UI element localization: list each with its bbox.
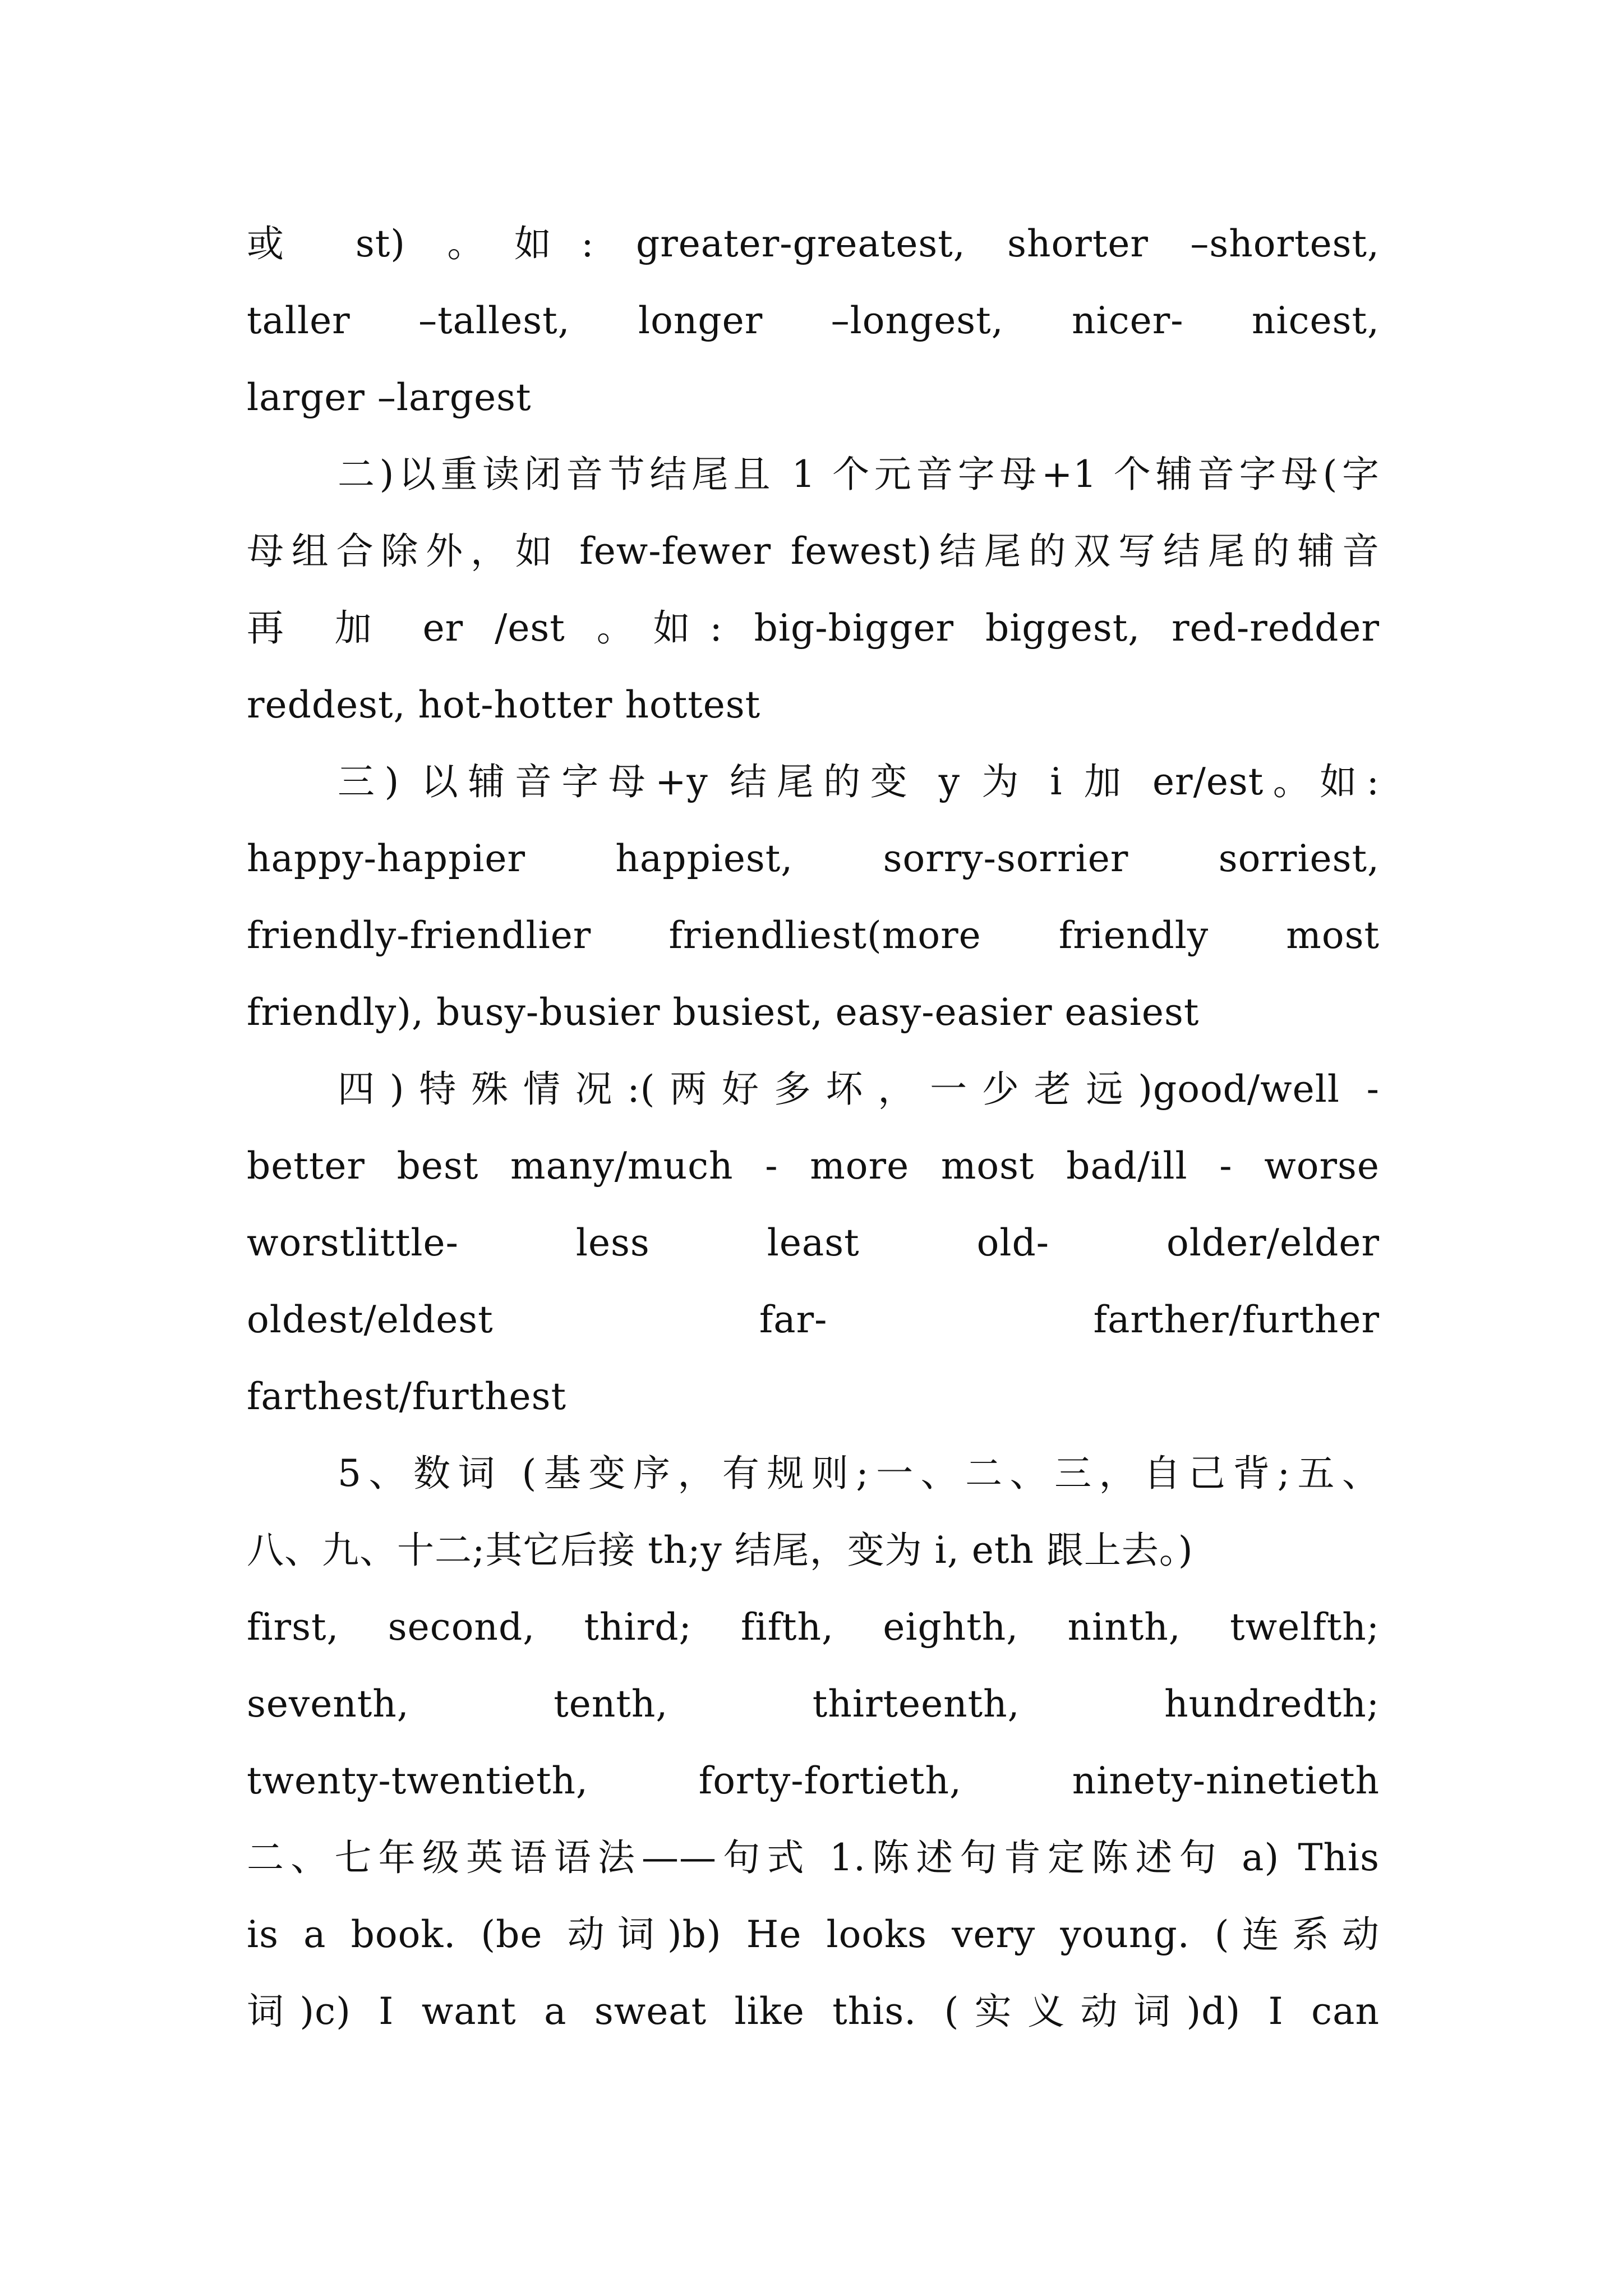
text-line-2: taller –tallest, longer –longest, nicer- nicest,	[247, 299, 1380, 342]
text-line-19: first, second, third; fifth, eighth, ninth, twelfth;	[247, 1605, 1380, 1649]
text-line-7: reddest, hot-hotter hottest	[247, 683, 761, 726]
text-line-20: seventh, tenth, thirteenth, hundredth;	[247, 1682, 1380, 1726]
text-line-14: worstlittle- less least old- older/elder	[247, 1221, 1380, 1264]
text-line-21: twenty-twentieth, forty-fortieth, ninety-ninetieth	[247, 1759, 1380, 1802]
text-line-18: 八、九、十二;其它后接 th;y 结尾，变为 i, eth 跟上去。)	[247, 1529, 1193, 1572]
text-line-11: friendly), busy-busier busiest, easy-easier easiest	[247, 991, 1200, 1034]
text-line-13: better best many/much - more most bad/ill - worse	[247, 1144, 1380, 1188]
text-line-12: 四)特殊情况:(两好多坏，一少老远)good/well -	[338, 1068, 1380, 1111]
text-line-3: larger –largest	[247, 376, 532, 419]
text-line-1: 或 st) 。如: greater-greatest, shorter –shortest,	[247, 222, 1380, 265]
text-line-5: 母组合除外，如 few-fewer fewest)结尾的双写结尾的辅音	[247, 530, 1380, 573]
text-line-4: 二)以重读闭音节结尾且 1 个元音字母+1 个辅音字母(字	[338, 453, 1380, 496]
text-line-15: oldest/eldest far- farther/further	[247, 1298, 1380, 1341]
text-line-9: happy-happier happiest, sorry-sorrier sorriest,	[247, 837, 1380, 880]
text-line-10: friendly-friendlier friendliest(more friendly most	[247, 914, 1380, 957]
text-line-23: is a book. (be 动词)b) He looks very young. (连系动	[247, 1913, 1380, 1956]
text-line-24: 词)c) I want a sweat like this. (实义动词)d) I can	[247, 1990, 1380, 2033]
text-line-8: 三) 以辅音字母+y 结尾的变 y 为 i 加 er/est。如:	[338, 760, 1380, 803]
text-line-22: 二、七年级英语语法——句式 1.陈述句肯定陈述句 a) This	[247, 1836, 1380, 1879]
text-line-17: 5、数词 (基变序，有规则;一、二、三，自己背;五、	[338, 1452, 1380, 1495]
text-line-6: 再 加 er /est 。如: big-bigger biggest, red-redder	[247, 606, 1380, 650]
text-line-16: farthest/furthest	[247, 1375, 567, 1418]
